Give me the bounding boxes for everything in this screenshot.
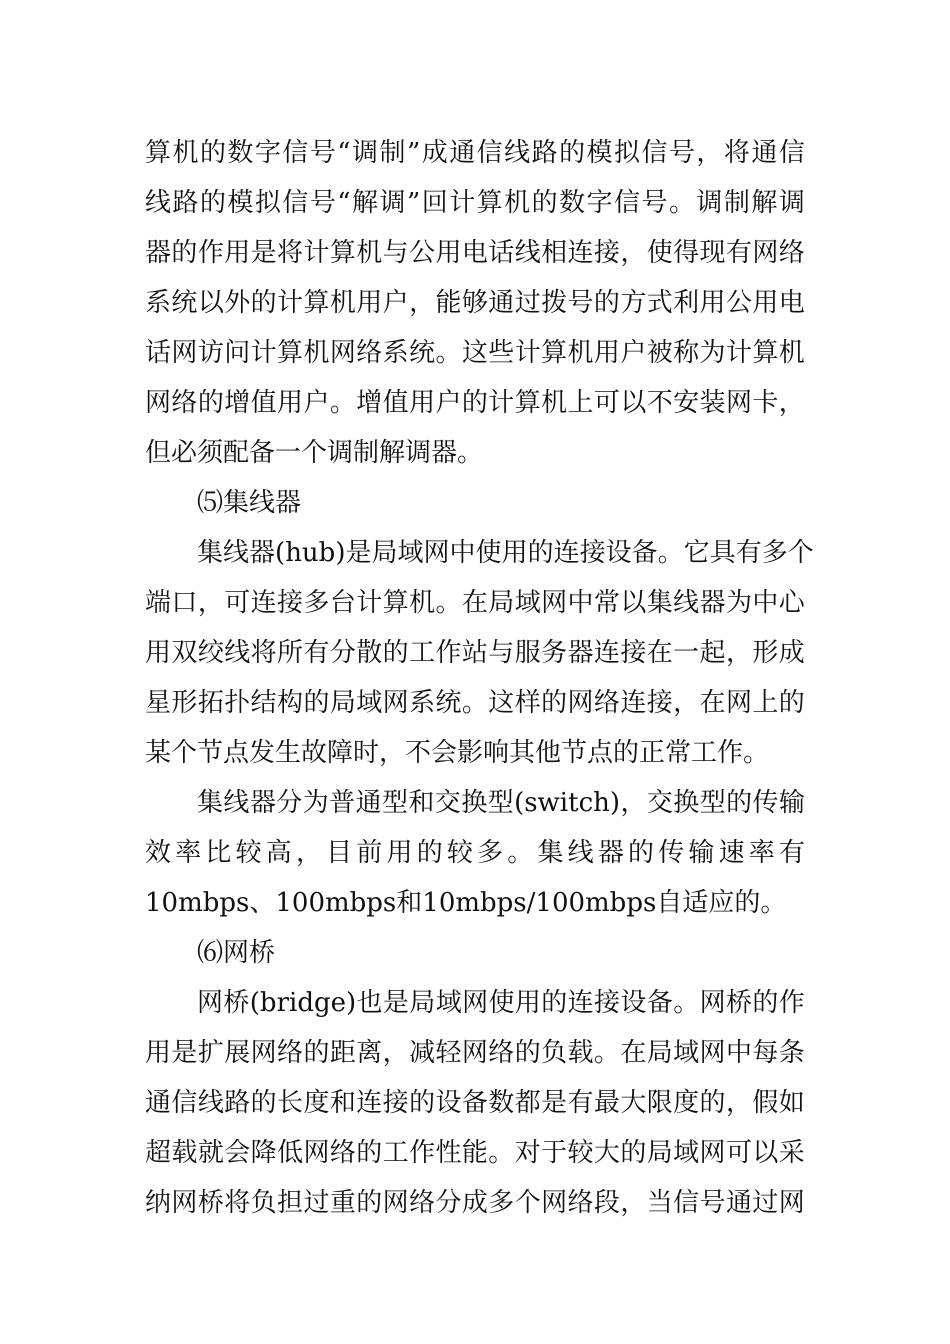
text-line: ⑸集线器 bbox=[197, 488, 302, 518]
document-page bbox=[145, 128, 814, 1228]
text-line: 超 载 就 会 降 低 网 络 的 工 作 性 能 。 对 于 较 大 的 局 域 网 可 以 采 bbox=[145, 1138, 805, 1168]
text-line: 算 机 的 数 字 信 号 “ 调 制 ” 成 通 信 线 路 的 模 拟 信 号 ， 将 通 信 bbox=[145, 138, 805, 168]
text-line: 话 网 访 问 计 算 机 网 络 系 统 。 这 些 计 算 机 用 户 被 称 为 计 算 机 bbox=[145, 338, 805, 368]
text-line: 集 线 器 (hub) 是 局 域 网 中 使 用 的 连 接 设 备 。 它 具 有 多 个 bbox=[197, 538, 814, 568]
text-line: 10mbps、100mbps和10mbps/100mbps自适应的。 bbox=[145, 888, 787, 918]
text-line: 集 线 器 分 为 普 通 型 和 交 换 型 (switch) ， 交 换 型 的 传 输 bbox=[197, 788, 805, 818]
text-line: 器 的 作 用 是 将 计 算 机 与 公 用 电 话 线 相 连 接 ， 使 得 现 有 网 络 bbox=[145, 238, 805, 268]
text-line: 网 桥 (bridge) 也 是 局 域 网 使 用 的 连 接 设 备 。 网 桥 的 作 bbox=[197, 988, 805, 1018]
text-line: 星 形 拓 扑 结 构 的 局 域 网 系 统 。 这 样 的 网 络 连 接 ， 在 网 上 的 bbox=[145, 688, 805, 718]
text-line: 通 信 线 路 的 长 度 和 连 接 的 设 备 数 都 是 有 最 大 限 度 的 ， 假 如 bbox=[145, 1088, 805, 1118]
text-line: 效 率 比 较 高 ， 目 前 用 的 较 多 。 集 线 器 的 传 输 速 率 有 bbox=[145, 838, 805, 868]
text-line: 线 路 的 模 拟 信 号 “ 解 调 ” 回 计 算 机 的 数 字 信 号 。 调 制 解 调 bbox=[145, 188, 805, 218]
text-line: 但必须配备一个调制解调器。 bbox=[145, 438, 484, 468]
text-line: 用 双 绞 线 将 所 有 分 散 的 工 作 站 与 服 务 器 连 接 在 一 起 ， 形 成 bbox=[145, 638, 805, 668]
text-line: ⑹网桥 bbox=[197, 938, 276, 968]
text-line: 某个节点发生故障时，不会影响其他节点的正常工作。 bbox=[145, 738, 770, 768]
text-line: 系 统 以 外 的 计 算 机 用 户 ， 能 够 通 过 拨 号 的 方 式 利 用 公 用 电 bbox=[145, 288, 805, 318]
text-line: 用 是 扩 展 网 络 的 距 离 ， 减 轻 网 络 的 负 载 。 在 局 域 网 中 每 条 bbox=[145, 1038, 805, 1068]
document-body bbox=[145, 128, 814, 1228]
text-line: 网 络 的 增 值 用 户 。 增 值 用 户 的 计 算 机 上 可 以 不 安 装 网 卡 ， bbox=[145, 388, 805, 418]
text-line: 纳 网 桥 将 负 担 过 重 的 网 络 分 成 多 个 网 络 段 ， 当 信 号 通 过 网 bbox=[145, 1188, 805, 1218]
text-line: 端 口 ， 可 连 接 多 台 计 算 机 。 在 局 域 网 中 常 以 集 线 器 为 中 心 bbox=[145, 588, 805, 618]
